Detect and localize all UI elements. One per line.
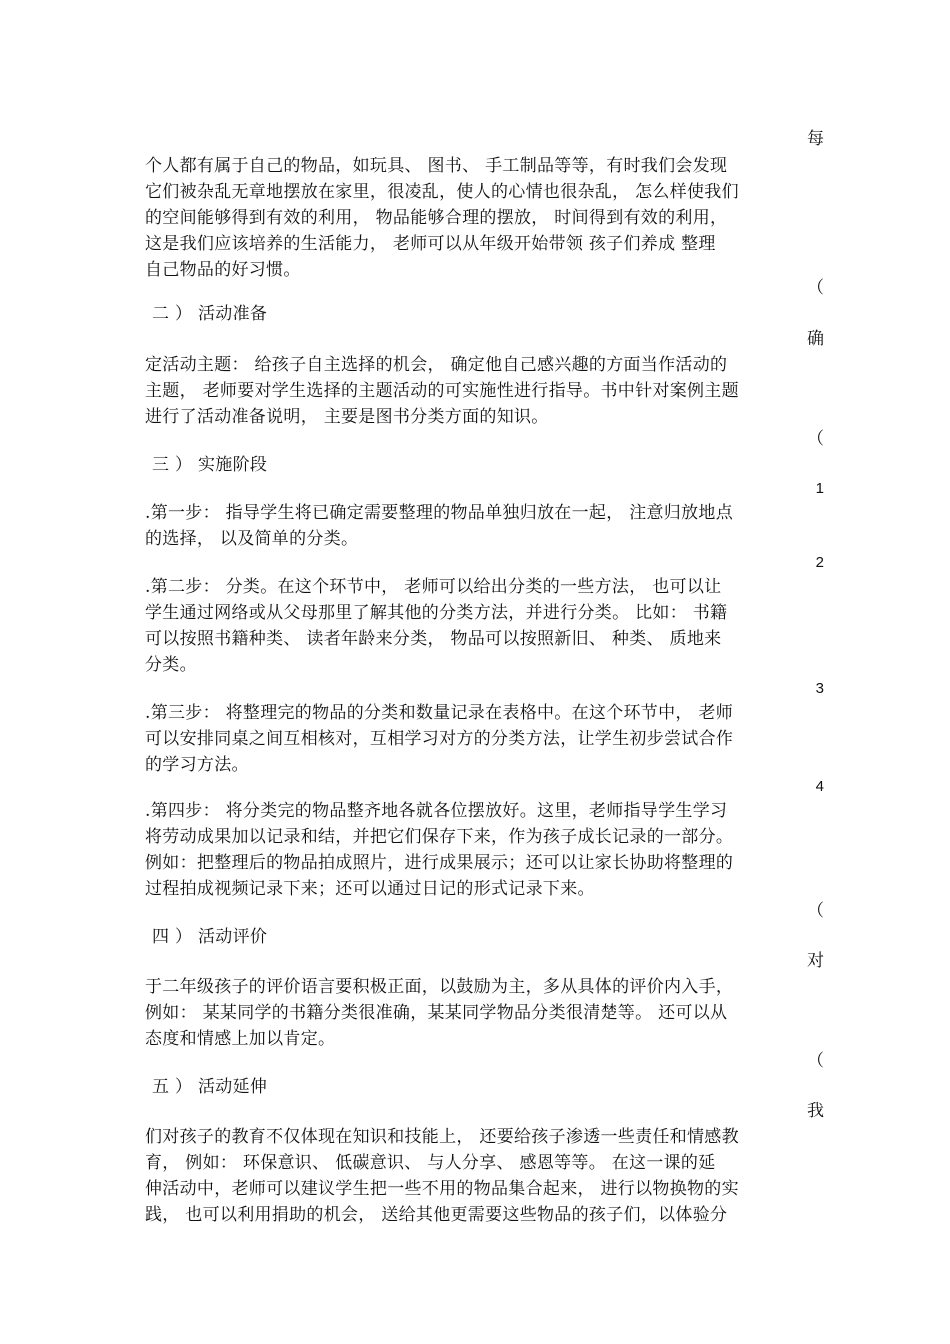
text-line: 主题， 老师要对学生选择的主题活动的可实施性进行指导。书中针对案例主题 [145,381,739,401]
section-paren: （ [807,278,824,298]
text-line: 分类。 [145,655,197,675]
text-line: 这是我们应该培养的生活能力， 老师可以从年级开始带领 孩子们养成 整理 [145,234,716,254]
step-number: 4 [815,778,824,795]
section-heading: 四 ） 活动评价 [152,927,268,947]
text-line: 进行了活动准备说明， 主要是图书分类方面的知识。 [145,407,549,427]
text-line: .第一步： 指导学生将已确定需要整理的物品单独归放在一起， 注意归放地点 [145,503,734,523]
text-line: 将劳动成果加以记录和结，并把它们保存下来，作为孩子成长记录的一部分。 [145,827,734,847]
text-line: 它们被杂乱无章地摆放在家里，很凌乱，使人的心情也很杂乱， 怎么样使我们 [145,182,739,202]
text-line: 于二年级孩子的评价语言要积极正面，以鼓励为主，多从具体的评价内入手， [145,977,734,997]
step-number: 2 [815,554,824,571]
text-line: 的选择， 以及简单的分类。 [145,529,359,549]
text-line: 的学习方法。 [145,755,249,775]
text-line: 可以安排同桌之间互相核对，互相学习对方的分类方法，让学生初步尝试合作 [145,729,734,749]
text-line: 过程拍成视频记录下来；还可以通过日记的形式记录下来。 [145,879,595,899]
section-marker: 对 [807,951,824,971]
text-line: 的空间能够得到有效的利用， 物品能够合理的摆放， 时间得到有效的利用， [145,208,728,228]
text-line: 们对孩子的教育不仅体现在知识和技能上， 还要给孩子渗透一些责任和情感教 [145,1127,739,1147]
text-line: .第四步： 将分类完的物品整齐地各就各位摆放好。这里，老师指导学生学习 [145,801,728,821]
section-paren: （ [807,1051,824,1071]
text-line: 个人都有属于自己的物品，如玩具、 图书、 手工制品等等，有时我们会发现 [145,156,728,176]
text-line: 态度和情感上加以肯定。 [145,1029,336,1049]
text-line: .第二步： 分类。在这个环节中， 老师可以给出分类的一些方法， 也可以让 [145,577,722,597]
text-line: 可以按照书籍种类、 读者年龄来分类， 物品可以按照新旧、 种类、 质地来 [145,629,722,649]
section-heading: 五 ） 活动延伸 [152,1077,268,1097]
step-number: 1 [815,480,824,497]
section-heading: 三 ） 实施阶段 [152,455,268,475]
text-line: 伸活动中，老师可以建议学生把一些不用的物品集合起来， 进行以物换物的实 [145,1179,739,1199]
section-paren: （ [807,901,824,921]
intro-marker: 每 [807,129,824,149]
section-heading: 二 ） 活动准备 [152,304,268,324]
text-line: 育， 例如： 环保意识、 低碳意识、 与人分享、 感恩等等。 在这一课的延 [145,1153,716,1173]
section-marker: 我 [807,1101,824,1121]
section-marker: 确 [807,329,824,349]
text-line: 例如：把整理后的物品拍成照片，进行成果展示；还可以让家长协助将整理的 [145,853,734,873]
text-line: 例如： 某某同学的书籍分类很准确，某某同学物品分类很清楚等。 还可以从 [145,1003,728,1023]
text-line: 自己物品的好习惯。 [145,260,301,280]
text-line: .第三步： 将整理完的物品的分类和数量记录在表格中。在这个环节中， 老师 [145,703,734,723]
step-number: 3 [815,680,824,697]
text-line: 践， 也可以利用捐助的机会， 送给其他更需要这些物品的孩子们，以体验分 [145,1205,728,1225]
text-line: 定活动主题： 给孩子自主选择的机会， 确定他自己感兴趣的方面当作活动的 [145,355,728,375]
section-paren: （ [807,429,824,449]
text-line: 学生通过网络或从父母那里了解其他的分类方法，并进行分类。 比如： 书籍 [145,603,728,623]
